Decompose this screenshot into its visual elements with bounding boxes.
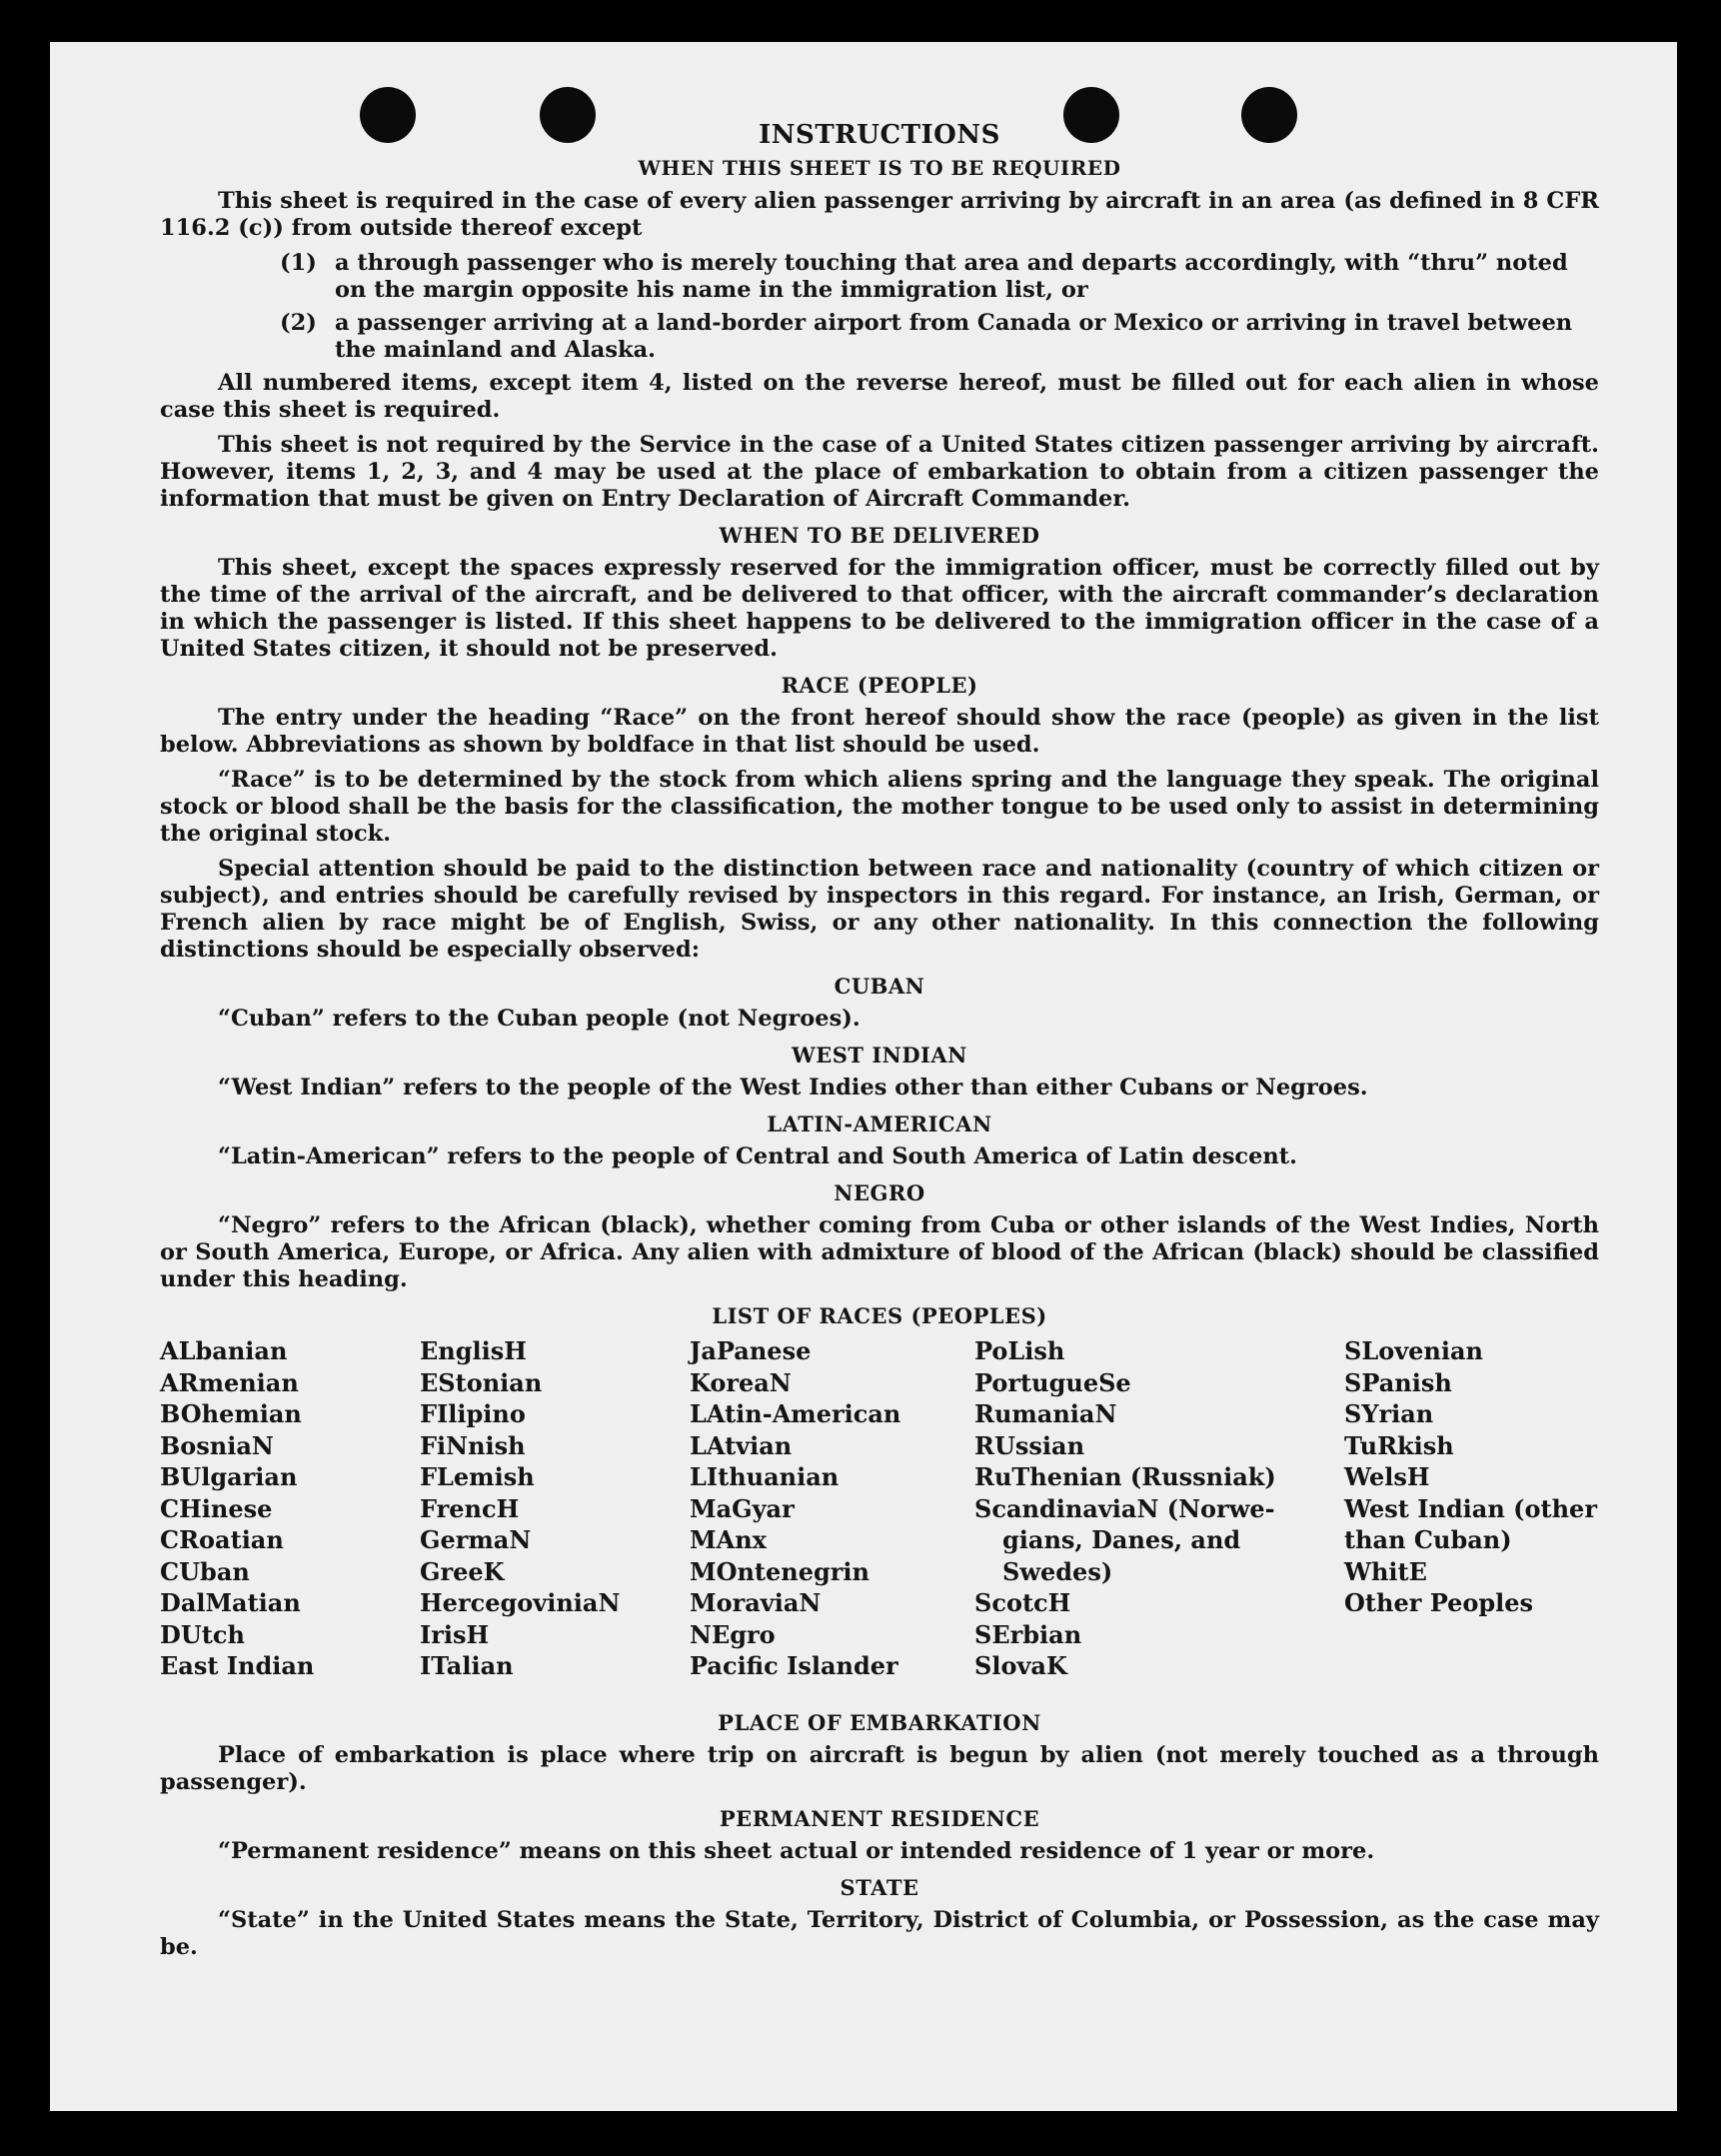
races-column-5 xyxy=(1344,1335,1597,1619)
race-item: East Indian xyxy=(160,1651,315,1680)
race-item: ARmenian xyxy=(160,1367,299,1397)
races-column-1 xyxy=(160,1335,314,1682)
paragraph: “Race” is to be determined by the stock from which aliens spring and the language they speak. The original stock or blood shall be the basis for the classification, the mother tongue to be used only to assist in determining the original stock. xyxy=(160,767,1599,847)
race-item: SYrian xyxy=(1344,1399,1434,1428)
races-list xyxy=(160,1335,1599,1700)
item-text: a through passenger who is merely touching that area and departs accordingly, with “thru” noted on the margin opposite his name in the immigration list, or xyxy=(335,250,1568,303)
section-heading: STATE xyxy=(840,1875,919,1900)
paragraph: “West Indian” refers to the people of the West Indies other than either Cubans or Negroes. xyxy=(218,1075,1368,1100)
race-item: NEgro xyxy=(690,1619,776,1649)
race-item: EStonian xyxy=(420,1367,543,1397)
races-column-3 xyxy=(690,1335,900,1682)
paragraph: Special attention should be paid to the distinction between race and nationality (country of which citizen or subject), and entries should be carefully revised by inspectors in this regard. For instance, an Irish, German, or French alien by race might be of English, Swiss, or any other nationality. In this connection the following distinctions should be especially observed: xyxy=(160,856,1599,963)
race-item: MOntenegrin xyxy=(690,1556,869,1586)
race-item: RuThenian (Russniak) xyxy=(974,1462,1276,1491)
section-heading: PERMANENT RESIDENCE xyxy=(719,1806,1040,1831)
race-item: MAnx xyxy=(690,1525,767,1554)
page-title: INSTRUCTIONS xyxy=(759,120,1000,150)
section-heading: NEGRO xyxy=(834,1180,925,1205)
section-heading: WHEN THIS SHEET IS TO BE REQUIRED xyxy=(638,156,1121,180)
race-item: than Cuban) xyxy=(1344,1525,1512,1554)
section-heading: RACE (PEOPLE) xyxy=(781,673,978,698)
race-item: PoLish xyxy=(974,1336,1065,1365)
race-item: SErbian xyxy=(974,1619,1082,1649)
race-item: Other Peoples xyxy=(1344,1588,1534,1617)
races-heading: LIST OF RACES (PEOPLES) xyxy=(712,1303,1047,1328)
item-number: (2) xyxy=(280,310,317,336)
paragraph: The entry under the heading “Race” on the front hereof should show the race (people) as given in the list below. Abbreviations as shown by boldface in that list should be used. xyxy=(160,705,1599,758)
race-item: ScandinaviaN (Norwe- xyxy=(974,1493,1275,1523)
race-item: WhitE xyxy=(1344,1556,1427,1586)
paragraph: “Negro” refers to the African (black), whether coming from Cuba or other islands of the West Indies, North or South America, Europe, or Africa. Any alien with admixture of blood of the African (black) should be classified under this heading. xyxy=(160,1212,1599,1292)
race-item: DUtch xyxy=(160,1619,245,1649)
race-item: West Indian (other xyxy=(1344,1493,1597,1523)
paragraph: “Permanent residence” means on this sheet actual or intended residence of 1 year or more. xyxy=(218,1838,1375,1864)
race-item: FLemish xyxy=(420,1462,535,1491)
paragraph: All numbered items, except item 4, listed on the reverse hereof, must be filled out for each alien in whose case this sheet is required. xyxy=(160,370,1599,423)
race-item: WelsH xyxy=(1344,1462,1430,1491)
instructions-body xyxy=(160,122,1599,1969)
race-item: HercegoviniaN xyxy=(420,1588,621,1617)
race-item: JaPanese xyxy=(690,1336,812,1365)
paragraph: This sheet, except the spaces expressly reserved for the immigration officer, must be correctly filled out by the time of the arrival of the aircraft, and be delivered to that officer, with the aircraft commander’s declaration in which the passenger is listed. If this sheet happens to be delivered to the immigration officer in the case of a United States citizen, it should not be preserved. xyxy=(160,555,1599,662)
paragraph: This sheet is required in the case of every alien passenger arriving by aircraft in an area (as defined in 8 CFR 116.2 (c)) from outside thereof except xyxy=(160,188,1599,241)
paragraph: “State” in the United States means the State, Territory, District of Columbia, or Possession, as the case may be. xyxy=(160,1907,1599,1960)
race-item: BOhemian xyxy=(160,1399,302,1428)
race-item: FIlipino xyxy=(420,1399,526,1428)
race-item: ScotcH xyxy=(974,1588,1071,1617)
section-heading: WHEN TO BE DELIVERED xyxy=(719,523,1040,548)
race-item: BUlgarian xyxy=(160,1462,298,1491)
race-item: PortugueSe xyxy=(974,1367,1131,1397)
race-item: DalMatian xyxy=(160,1588,301,1617)
section-heading: LATIN-AMERICAN xyxy=(767,1111,992,1136)
race-item: RumaniaN xyxy=(974,1399,1117,1428)
list-item xyxy=(160,250,1599,304)
race-item: SlovaK xyxy=(974,1651,1067,1680)
paragraph: Place of embarkation is place where trip on aircraft is begun by alien (not merely touched as a through passenger). xyxy=(160,1742,1599,1795)
race-item: TuRkish xyxy=(1344,1430,1454,1460)
race-item: Pacific Islander xyxy=(690,1651,898,1680)
race-item: MoraviaN xyxy=(690,1588,822,1617)
race-item: RUssian xyxy=(974,1430,1085,1460)
race-item: CHinese xyxy=(160,1493,273,1523)
item-text: a passenger arriving at a land-border airport from Canada or Mexico or arriving in travel between the mainland and Alaska. xyxy=(335,310,1573,363)
section-heading: PLACE OF EMBARKATION xyxy=(718,1710,1041,1735)
race-item: BosniaN xyxy=(160,1430,274,1460)
races-column-4 xyxy=(974,1335,1276,1682)
race-item: GreeK xyxy=(420,1556,505,1586)
paragraph: “Latin-American” refers to the people of Central and South America of Latin descent. xyxy=(218,1143,1297,1169)
race-item: CRoatian xyxy=(160,1525,284,1554)
race-item: Swedes) xyxy=(1002,1556,1113,1586)
document-page xyxy=(50,42,1677,2111)
race-item: FrencH xyxy=(420,1493,520,1523)
race-item: SPanish xyxy=(1344,1367,1452,1397)
race-item: EnglisH xyxy=(420,1336,527,1365)
section-heading: CUBAN xyxy=(834,974,925,999)
race-item: LAtin-American xyxy=(690,1399,901,1428)
race-item: ITalian xyxy=(420,1651,514,1680)
race-item: KoreaN xyxy=(690,1367,792,1397)
item-number: (1) xyxy=(280,250,317,276)
paragraph: This sheet is not required by the Service in the case of a United States citizen passenger arriving by aircraft. However, items 1, 2, 3, and 4 may be used at the place of embarkation to obtain from a citizen passenger the information that must be given on Entry Declaration of Aircraft Commander. xyxy=(160,432,1599,512)
paragraph: “Cuban” refers to the Cuban people (not Negroes). xyxy=(218,1006,860,1032)
race-item: GermaN xyxy=(420,1525,532,1554)
race-item: FiNnish xyxy=(420,1430,526,1460)
race-item: LIthuanian xyxy=(690,1462,840,1491)
race-item: gians, Danes, and xyxy=(1002,1525,1241,1554)
race-item: LAtvian xyxy=(690,1430,793,1460)
list-item xyxy=(160,310,1599,364)
race-item: ALbanian xyxy=(160,1336,288,1365)
race-item: SLovenian xyxy=(1344,1336,1483,1365)
race-item: IrisH xyxy=(420,1619,490,1649)
race-item: MaGyar xyxy=(690,1493,795,1523)
race-item: CUban xyxy=(160,1556,250,1586)
section-heading: WEST INDIAN xyxy=(792,1043,967,1068)
races-column-2 xyxy=(420,1335,620,1682)
